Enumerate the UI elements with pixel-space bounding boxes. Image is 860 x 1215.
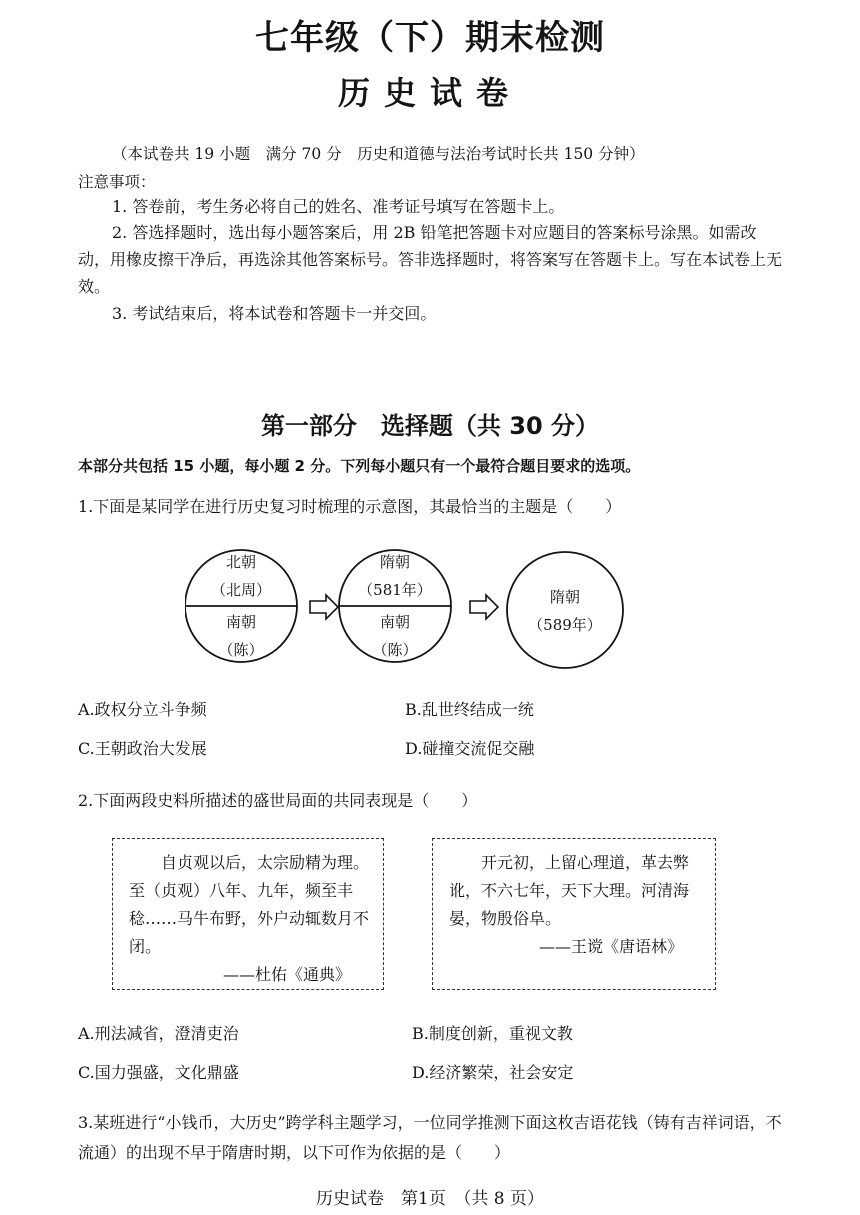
exam-subtitle: 历史试卷 (337, 74, 522, 112)
q1-option-c: C.王朝政治大发展 (78, 739, 207, 758)
quote-2-text: 开元初，上留心理道，革去弊讹，不六七年，天下大理。河清海晏，物殷俗阜。 (449, 853, 690, 928)
q1-option-a: A.政权分立斗争频 (78, 700, 207, 719)
circle1-bottom-sub: （陈） (218, 641, 264, 659)
exam-title: 七年级（下）期末检测 (255, 18, 605, 58)
quote-box-1 (112, 838, 384, 990)
circle3-sub: （589年） (528, 616, 602, 634)
quote-1-text: 自贞观以后，太宗励精为理。至（贞观）八年、九年，频至丰稔……马牛布野，外户动辄数月不闭。 (129, 853, 370, 956)
q2-option-a: A.刑法减省，澄清吏治 (78, 1024, 239, 1043)
q1-diagram (185, 540, 635, 670)
exam-info: （本试卷共 19 小题 满分 70 分 历史和道德与法治考试时长共 150 分钟） (112, 145, 645, 163)
notes-heading: 注意事项： (78, 173, 156, 191)
quote-2-source: ——王谠《唐语林》 (538, 937, 683, 956)
circle2-top-sub: （581年） (358, 581, 432, 599)
note-item: 1. 答卷前，考生务必将自己的姓名、准考证号填写在答题卡上。 (112, 197, 565, 216)
page-footer: 历史试卷 第1页 （共 8 页） (316, 1189, 544, 1209)
q1-option-b: B.乱世终结成一统 (405, 700, 534, 719)
circle1-bottom-name: 南朝 (225, 613, 257, 631)
q2-option-d: D.经济繁荣，社会安定 (412, 1063, 574, 1082)
circle2-bottom-name: 南朝 (379, 613, 411, 631)
quote-box-2 (432, 838, 716, 990)
quote-1-source: ——杜佑《通典》 (222, 965, 351, 984)
question-1-stem: 1.下面是某同学在进行历史复习时梳理的示意图，其最恰当的主题是（ ） (78, 497, 622, 516)
circle2-bottom-sub: （陈） (372, 641, 418, 659)
arrow-right-icon (470, 595, 498, 619)
arrow-right-icon (310, 595, 338, 619)
section-heading: 第一部分 选择题（共 30 分） (260, 412, 600, 440)
section-description: 本部分共包括 15 小题，每小题 2 分。下列每小题只有一个最符合题目要求的选项。 (78, 457, 641, 475)
q2-option-c: C.国力强盛，文化鼎盛 (78, 1063, 239, 1082)
circle3-name: 隋朝 (549, 588, 581, 606)
question-2-stem: 2.下面两段史料所描述的盛世局面的共同表现是（ ） (78, 791, 478, 810)
question-3-stem: 3.某班进行“小钱币，大历史”跨学科主题学习，一位同学推测下面这枚吉语花钱（铸有吉祥词语，不流通）的出现不早于隋唐时期，以下可作为依据的是（ ） (78, 1113, 782, 1162)
note-item: 2. 答选择题时，选出每小题答案后，用 2B 铅笔把答题卡对应题目的答案标号涂黑。如需改动，用橡皮擦干净后，再选涂其他答案标号。答非选择题时，将答案写在答题卡上。写在本试卷上无效。 (78, 223, 783, 296)
q1-option-d: D.碰撞交流促交融 (405, 739, 535, 758)
circle1-top-sub: （北周） (210, 581, 272, 599)
q2-option-b: B.制度创新，重视文教 (412, 1024, 573, 1043)
note-item: 3. 考试结束后，将本试卷和答题卡一并交回。 (112, 304, 437, 323)
circle1-top-name: 北朝 (225, 553, 257, 571)
circle2-top-name: 隋朝 (379, 553, 411, 571)
